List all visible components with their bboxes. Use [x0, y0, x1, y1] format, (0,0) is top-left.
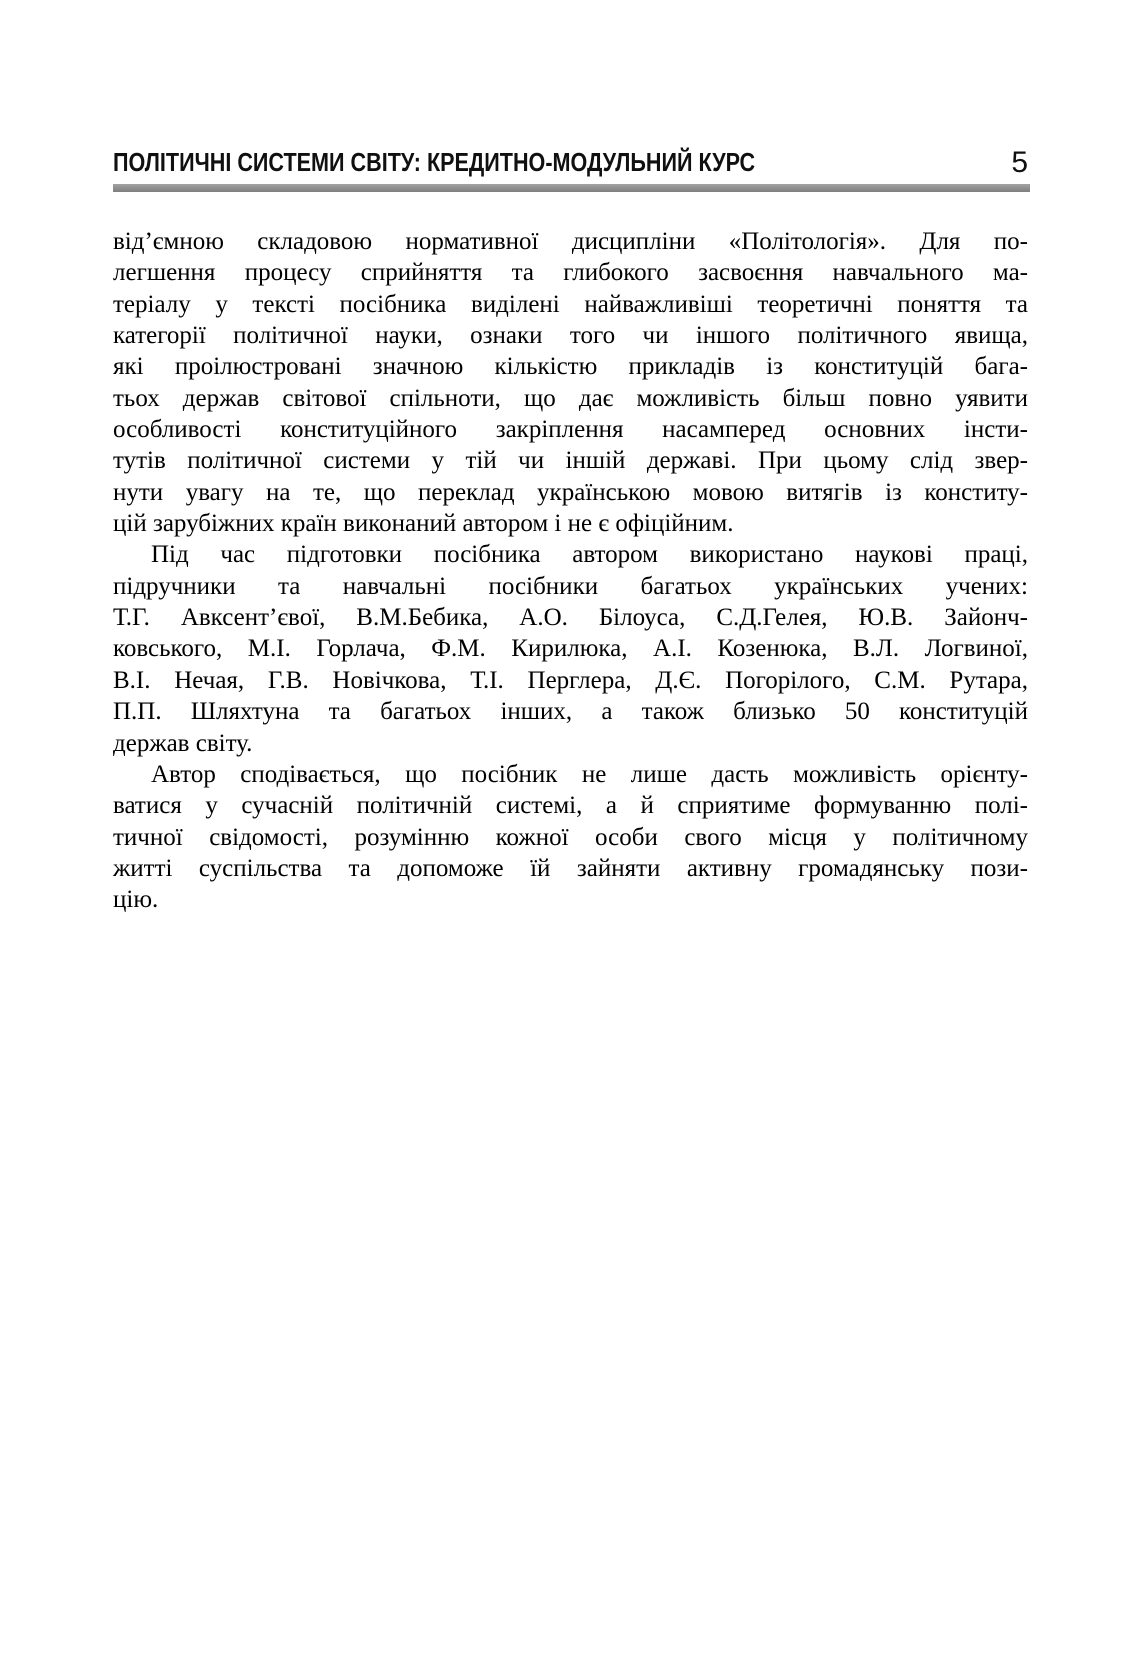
- text-line: які проілюстровані значною кількістю прикладів із конституцій бага-: [113, 353, 1028, 381]
- text-line: тичної свідомості, розумінню кожної особи свого місця у політичному: [113, 823, 1028, 851]
- text-line: легшення процесу сприйняття та глибокого засвоєння навчального ма-: [113, 259, 1028, 287]
- text-line: категорії політичної науки, ознаки того чи іншого політичного явища,: [113, 322, 1028, 350]
- text-line: тьох держав світової спільноти, що дає можливість більш повно уявити: [113, 384, 1028, 412]
- text-line: від’ємною складовою нормативної дисципліни «Політологія». Для по-: [113, 228, 1028, 255]
- text-line: цію.: [113, 886, 159, 914]
- text-line: підручники та навчальні посібники багатьох українських учених:: [113, 572, 1028, 600]
- running-header-title: ПОЛІТИЧНІ СИСТЕМИ СВІТУ: КРЕДИТНО-МОДУЛЬНИЙ КУРС: [113, 147, 756, 177]
- text-line: ватися у сучасній політичній системі, а й сприятиме формуванню полі-: [113, 792, 1028, 820]
- text-line: П.П. Шляхтуна та багатьох інших, а також близько 50 конституцій: [113, 698, 1028, 726]
- text-line: цій зарубіжних країн виконаний автором і не є офіційним.: [113, 510, 734, 538]
- text-line: особливості конституційного закріплення насамперед основних інсти-: [113, 416, 1028, 444]
- text-line: Під час підготовки посібника автором використано наукові праці,: [151, 541, 1028, 569]
- text-line: ковського, М.І. Горлача, Ф.М. Кирилюка, А.І. Козенюка, В.Л. Логвиної,: [113, 635, 1028, 663]
- text-line: Т.Г. Авксент’євої, В.М.Бебика, А.О. Білоуса, С.Д.Гелея, Ю.В. Зайонч-: [113, 604, 1028, 632]
- text-line: Автор сподівається, що посібник не лише дасть можливість орієнту-: [151, 760, 1028, 788]
- text-line: В.І. Нечая, Г.В. Новічкова, Т.І. Перглера, Д.Є. Погорілого, С.М. Рутара,: [113, 666, 1028, 694]
- text-line: держав світу.: [113, 729, 253, 757]
- header-divider-rule: [113, 184, 1030, 192]
- paragraph-2: [113, 539, 1028, 758]
- paragraph-1: [113, 226, 1028, 539]
- paragraph-3: [113, 759, 1028, 916]
- text-line: житті суспільства та допоможе їй зайняти активну громадянську пози-: [113, 854, 1028, 882]
- text-line: тутів політичної системи у тій чи іншій державі. При цьому слід звер-: [113, 447, 1028, 475]
- text-line: нути увагу на те, що переклад українською мовою витягів із конститу-: [113, 478, 1028, 506]
- page-number: 5: [1011, 146, 1028, 179]
- body-text-block: [113, 226, 1028, 916]
- text-line: теріалу у тексті посібника виділені найважливіші теоретичні поняття та: [113, 290, 1028, 318]
